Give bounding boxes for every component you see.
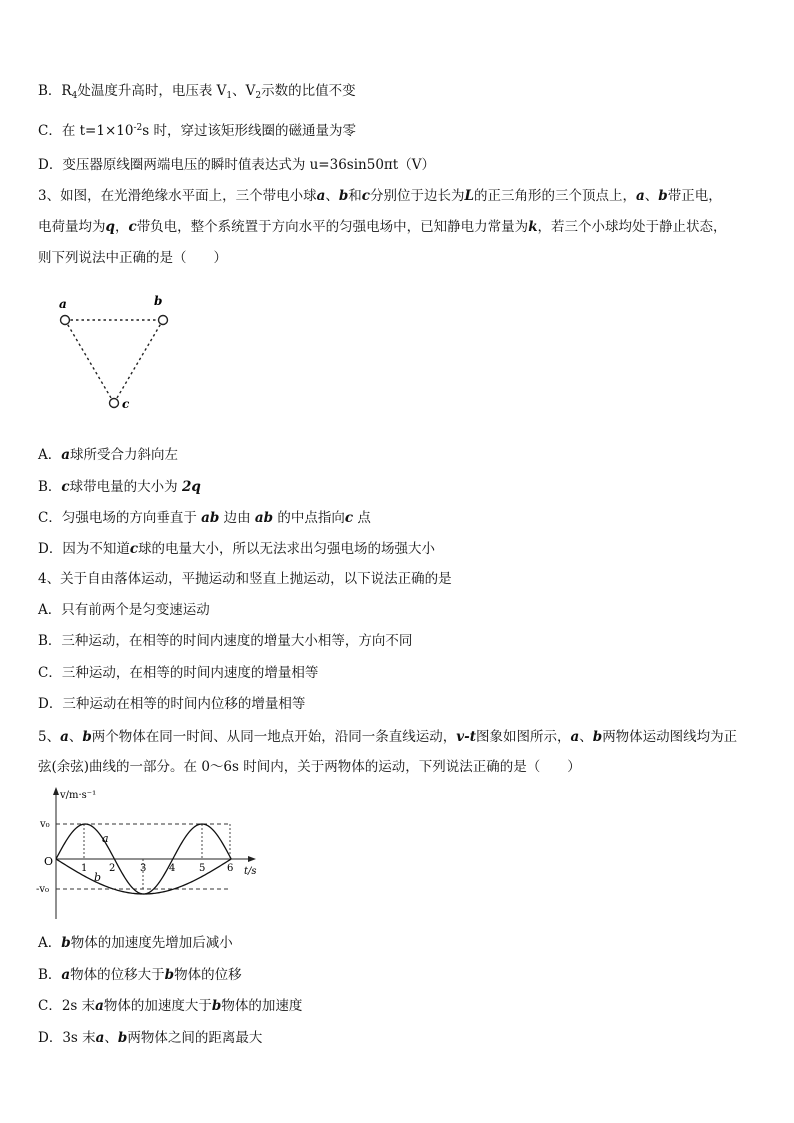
q5-stem-line2: 弦(余弦)曲线的一部分。在 0～6s 时间内，关于两物体的运动，下列说法正确的是（ ） (38, 759, 581, 775)
q5-option-b: B．a物体的位移大于b物体的位移 (38, 967, 242, 983)
label-a: a (59, 297, 67, 311)
q4-option-c: C．三种运动，在相等的时间内速度的增量相等 (38, 665, 319, 681)
x-axis-label: t/s (244, 866, 257, 877)
q5-stem-line1: 5、a、b两个物体在同一时间、从同一地点开始，沿同一条直线运动，v-t图象如图所示，a、b两物体运动图线均为正 (38, 729, 738, 745)
tick-2: 2 (109, 863, 116, 874)
label-c: c (122, 397, 130, 411)
x-axis-arrow (248, 856, 256, 862)
y-axis-label: v/m·s⁻¹ (60, 790, 97, 801)
q4-option-a: A．只有前两个是匀变速运动 (38, 602, 210, 618)
q4-option-d: D．三种运动在相等的时间内位移的增量相等 (38, 696, 306, 712)
curve-b-label: b (94, 871, 102, 884)
q3-option-b: B．c球带电量的大小为 2q (38, 479, 201, 495)
q2-option-d: D．变压器原线圈两端电压的瞬时值表达式为 u=36sin50πt（V） (38, 157, 435, 173)
tick-6: 6 (227, 863, 234, 874)
q5-vt-graph (34, 785, 274, 923)
side-bc (114, 320, 163, 403)
q2-option-c: C．在 $t=1\times 10^{-2}s$ 时，穿过该矩形线圈的磁通量为零 (38, 123, 356, 139)
q3-option-a: A．a球所受合力斜向左 (38, 447, 178, 463)
q3-stem-line2: 电荷量均为q，c带负电，整个系统置于方向水平的匀强电场中，已知静电力常量为k，若三个小球均处于静止状态， (38, 219, 727, 235)
q4-option-b: B．三种运动，在相等的时间内速度的增量大小相等，方向不同 (38, 633, 413, 649)
curve-a-label: a (102, 832, 109, 845)
side-ac (65, 320, 114, 403)
tick-4: 4 (169, 863, 176, 874)
tick-5: 5 (199, 863, 206, 874)
neg-v0-label: -v₀ (36, 884, 50, 895)
ball-c (110, 399, 119, 408)
q3-triangle-figure (50, 288, 180, 413)
tick-1: 1 (81, 863, 88, 874)
q3-stem-line1: 3、如图，在光滑绝缘水平面上，三个带电小球a、b和c分别位于边长为L的正三角形的三个顶点上，a、b带正电， (38, 188, 722, 204)
q3-option-d: D．因为不知道c球的电量大小，所以无法求出匀强电场的场强大小 (38, 541, 436, 557)
q5-option-c: C．2s 末a物体的加速度大于b物体的加速度 (38, 998, 303, 1014)
q3-option-c: C．匀强电场的方向垂直于 ab 边由 ab 的中点指向c 点 (38, 510, 371, 526)
ball-a (61, 316, 70, 325)
origin-label: O (44, 855, 54, 868)
q2-option-b: B．$R_4$处温度升高时，电压表 $V_1$、$V_2$示数的比值不变 (38, 83, 356, 101)
ball-b (159, 316, 168, 325)
q4-stem: 4、关于自由落体运动，平抛运动和竖直上抛运动，以下说法正确的是 (38, 571, 452, 587)
label-b: b (154, 294, 163, 308)
v0-label: v₀ (40, 819, 50, 830)
q5-option-a: A．b物体的加速度先增加后减小 (38, 935, 233, 951)
q3-stem-line3: 则下列说法中正确的是（ ） (38, 250, 227, 266)
tick-3: 3 (140, 863, 147, 874)
y-axis-arrow (53, 787, 59, 795)
q5-option-d: D．3s 末a、b两物体之间的距离最大 (38, 1030, 263, 1046)
